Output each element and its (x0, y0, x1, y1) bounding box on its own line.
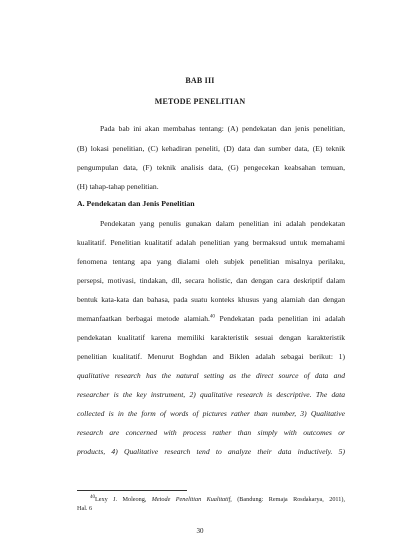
intro-line-4: (H) tahap-tahap penelitian. (77, 182, 159, 191)
paragraph-line-11: collected is in the form of words of pictures rather than number, 3) Qualitative (77, 409, 345, 418)
footnote-divider (77, 490, 187, 491)
paragraph-line-7: pendekatan kualitatif karena memiliki karakteristik sesuai dengan karakteristik (77, 333, 345, 342)
footnote-author: Lexy J. Moleong, (95, 496, 152, 503)
chapter-number: BAB III (185, 76, 215, 85)
paragraph-line-3: fenomena tentang apa yang dialami oleh subjek penelitian misalnya perilaku, (77, 257, 345, 266)
paragraph-line-4: persepsi, motivasi, tindakan, dll, secara holistic, dan dengan cara deskriptif dalam (77, 276, 345, 285)
intro-line-1: Pada bab ini akan membahas tentang: (A) pendekatan dan jenis penelitian, (100, 124, 345, 133)
footnote-book-title: Metode Penelitian Kualitatif, (151, 496, 232, 503)
footnote-publisher: (Bandung: Remaja Rosdakarya, 2011), (231, 496, 345, 503)
paragraph-line-1: Pendekatan yang penulis gunakan dalam penelitian ini adalah pendekatan (100, 219, 345, 228)
footnote-mark: 40 (90, 494, 95, 500)
paragraph-line-12: research are concerned with process rather than simply with outcomes or (77, 428, 345, 437)
paragraph-line-5: bentuk kata-kata dan bahasa, pada suatu konteks khusus yang alamiah dan dengan (77, 295, 345, 304)
paragraph-line-9: qualitative research has the natural setting as the direct source of data and (77, 371, 345, 380)
intro-line-3: pengumpulan data, (F) teknik analisis data, (G) pengecekan keabsahan temuan, (77, 163, 345, 172)
paragraph-line-2: kualitatif. Penelitian kualitatif adalah penelitian yang bermaksud untuk memahami (77, 238, 345, 247)
intro-line-2: (B) lokasi penelitian, (C) kehadiran peneliti, (D) data dan sumber data, (E) teknik (77, 144, 345, 153)
page-number: 30 (196, 527, 204, 535)
chapter-title: METODE PENELITIAN (154, 97, 246, 106)
footnote-line-2: Hal. 6 (77, 505, 93, 512)
footnote-reference: 40 (209, 314, 215, 320)
paragraph-line-13: products, 4) Qualitative research tend to analyze their data inductively. 5) (77, 447, 345, 456)
footnote-line-1 (90, 496, 345, 504)
paragraph-line-6 (77, 314, 345, 324)
paragraph-line-6b: Pendekatan pada penelitian ini adalah (214, 314, 345, 323)
paragraph-line-10: researcher is the key instrument, 2) qualitative research is descriptive. The data (77, 390, 345, 399)
paragraph-line-8: penelitian kualitatif. Menurut Boghdan and Biklen adalah sebagai berikut: 1) (77, 352, 345, 361)
paragraph-line-6a: memanfaatkan berbagai metode alamiah. (77, 314, 210, 323)
section-heading: A. Pendekatan dan Jenis Penelitian (77, 199, 195, 208)
